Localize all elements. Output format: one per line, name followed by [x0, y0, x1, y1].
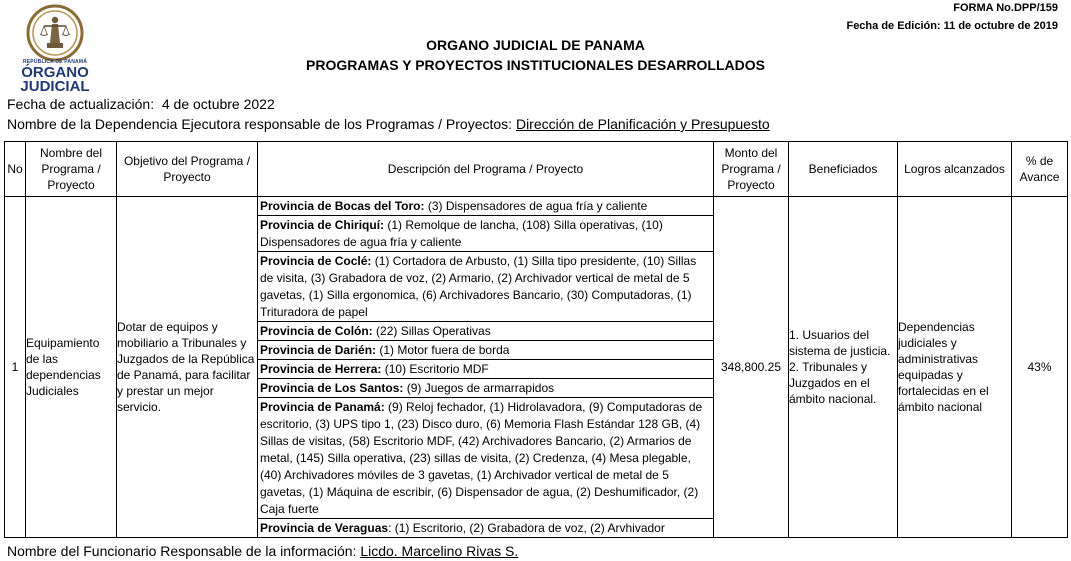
row-number: 1	[5, 197, 26, 538]
responsible-official-line	[7, 543, 518, 559]
description-chiriqui	[258, 216, 713, 252]
update-date-line	[7, 96, 275, 112]
dependency-line	[7, 116, 770, 132]
page-title: ORGANO JUDICIAL DE PANAMA	[426, 37, 645, 53]
description-los-santos	[258, 379, 713, 398]
description-bocas-del-toro	[258, 197, 713, 216]
table-header-row	[5, 142, 1068, 197]
page-subtitle: PROGRAMAS Y PROYECTOS INSTITUCIONALES DESARROLLADOS	[306, 57, 765, 73]
program-name: Equipamiento de las dependencias Judiciales	[26, 197, 117, 538]
province-items: (1) Remolque de lancha, (108) Silla operativas, (10) Dispensadores de agua fría y caliente	[260, 218, 663, 249]
logo-judicial-text: JUDICIAL	[20, 78, 90, 95]
official-name: Licdo. Marcelino Rivas S.	[360, 543, 519, 559]
header-avance: % de Avance	[1012, 142, 1068, 197]
province-items: (1) Cortadora de Arbusto, (1) Silla tipo presidente, (10) Sillas de visita, (3) Grabadora de voz, (2) Armario, (2) Archivador vertical de metal de 5 gavetas, (1) Silla ergonomica, (6) Archivadores Bancario, (30) Computadoras, (1) Trituradora de papel	[260, 254, 697, 319]
header-logros: Logros alcanzados	[898, 142, 1012, 197]
description-panama	[258, 398, 713, 519]
description-darien	[258, 341, 713, 360]
update-date-value: 4 de octubre 2022	[161, 96, 275, 112]
province-label: Provincia de Panamá:	[260, 400, 385, 414]
header-descripcion: Descripción del Programa / Proyecto	[258, 142, 714, 197]
province-items: (1) Motor fuera de borda	[376, 343, 510, 357]
form-number: FORMA No.DPP/159	[953, 2, 1058, 14]
program-amount: 348,800.25	[714, 197, 789, 538]
official-label: Nombre del Funcionario Responsable de la información:	[7, 543, 357, 559]
province-label: Provincia de Darién:	[260, 343, 377, 357]
update-date-label: Fecha de actualización:	[7, 96, 155, 112]
description-colon	[258, 322, 713, 341]
province-label: Provincia de Coclé:	[260, 254, 372, 268]
province-label: Provincia de Herrera:	[260, 362, 382, 376]
logo-republica-text: REPÚBLICA DE PANAMÁ	[22, 59, 88, 65]
header-beneficiados: Beneficiados	[789, 142, 898, 197]
program-progress: 43%	[1012, 197, 1068, 538]
province-items: (3) Dispensadores de agua fría y caliente	[424, 199, 648, 213]
description-cocle	[258, 252, 713, 322]
header-monto: Monto del Programa / Proyecto	[714, 142, 789, 197]
table-row	[5, 197, 1068, 538]
logo-organo-text: ÓRGANO	[21, 64, 89, 81]
program-objective: Dotar de equipos y mobiliario a Tribunales y Juzgados de la República de Panamá, para facilitar y prestar un mejor servicio.	[117, 197, 258, 538]
description-herrera	[258, 360, 713, 379]
header-objetivo: Objetivo del Programa / Proyecto	[117, 142, 258, 197]
province-items: (22) Sillas Operativas	[372, 324, 491, 338]
province-items: : (1) Escritorio, (2) Grabadora de voz, (2) Arvhivador	[388, 521, 665, 535]
province-label: Provincia de Bocas del Toro:	[260, 199, 425, 213]
dependency-value: Dirección de Planificación y Presupuesto	[515, 116, 770, 132]
province-label: Provincia de Los Santos:	[260, 381, 404, 395]
program-description	[258, 197, 714, 538]
province-items: (9) Juegos de armarrapidos	[403, 381, 555, 395]
province-items: (9) Reloj fechador, (1) Hidrolavadora, (9) Computadoras de escritorio, (3) UPS tipo 1, (23) Disco duro, (6) Memoria Flash Estándar 128 GB, (4) Sillas de visitas, (58) Escritorio MDF, (42) Archivadores Bancario, (2) Armarios de metal, (145) Silla operativa, (23) sillas de visita, (2) Credenza, (4) Mesa plegable, (40) Archivadores móviles de 3 gavetas, (1) Archivador vertical de metal de 5 gavetas, (1) Máquina de escribir, (6) Dispensador de agua, (2) Deshumificador, (2) Caja fuerte	[260, 400, 703, 516]
province-label: Provincia de Colón:	[260, 324, 373, 338]
program-achievements: Dependencias judiciales y administrativas equipadas y fortalecidas en el ámbito nacional	[898, 197, 1012, 538]
edition-date: Fecha de Edición: 11 de octubre de 2019	[846, 20, 1058, 32]
description-veraguas	[258, 519, 713, 537]
province-label: Provincia de Chiriquí:	[260, 218, 385, 232]
header-nombre: Nombre del Programa / Proyecto	[26, 142, 117, 197]
dependency-label: Nombre de la Dependencia Ejecutora responsable de los Programas / Proyectos:	[7, 116, 513, 132]
program-beneficiaries: 1. Usuarios del sistema de justicia. 2. Tribunales y Juzgados en el ámbito nacional.	[789, 197, 898, 538]
header-no: No	[5, 142, 26, 197]
province-label: Provincia de Veraguas	[260, 521, 389, 535]
programs-table	[4, 141, 1068, 538]
province-items: (10) Escritorio MDF	[381, 362, 489, 376]
